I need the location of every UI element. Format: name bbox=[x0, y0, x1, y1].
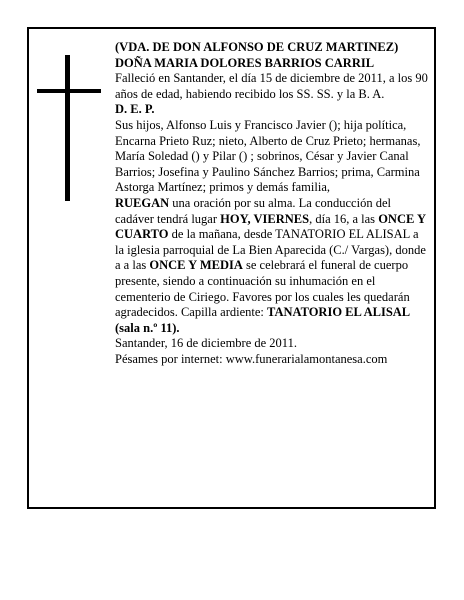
family-list: Sus hijos, Alfonso Luis y Francisco Javier (); hija política, Encarna Prieto Ruz; nieto, Alberto de Cruz Prieto; hermanas, María Soledad () y Pilar () ; sobrinos, César y Javier Canal Barrios; Josefina y Paulino Sánchez Barrios; prima, Carmina Astorga Martínez; primos y demás familia, bbox=[115, 117, 421, 195]
service-details bbox=[115, 196, 429, 336]
deceased-name: DOÑA MARIA DOLORES BARRIOS CARRIL bbox=[115, 55, 375, 70]
obituary-notice bbox=[27, 27, 436, 509]
notice-text bbox=[115, 40, 429, 367]
condolences-line: Pésames por internet: www.funerarialamontanesa.com bbox=[115, 351, 388, 366]
widow-header: (VDA. DE DON ALFONSO DE CRUZ MARTINEZ) bbox=[115, 40, 399, 54]
funeral-time: ONCE Y MEDIA bbox=[149, 258, 243, 273]
rip-line: D. E. P. bbox=[115, 102, 155, 117]
departure-time: ONCE Y CUARTO bbox=[115, 211, 426, 242]
cross-vertical-bar bbox=[65, 55, 70, 201]
date-line: Santander, 16 de diciembre de 2011. bbox=[115, 336, 297, 351]
funeral-text: se celebrará el funeral de cuerpo presente, siendo a continuación su inhumación en el cementerio de Ciriego. Favores por los cuales les quedarán agradecidos. Capilla ardiente: bbox=[115, 258, 410, 320]
prayer-text: una oración por su alma. La conducción del cadáver tendrá lugar bbox=[115, 195, 391, 226]
prayer-request: RUEGAN bbox=[115, 195, 170, 210]
cross-horizontal-bar bbox=[37, 89, 101, 93]
cross-icon bbox=[37, 55, 101, 201]
departure-text: de la mañana, desde TANATORIO EL ALISAL a la iglesia parroquial de La Bien Aparecida (C./ Vargas), donde a a las bbox=[115, 227, 426, 273]
service-day-text: , día 16, a las bbox=[309, 211, 379, 226]
service-day: HOY, VIERNES bbox=[220, 211, 310, 226]
chapel-location: TANATORIO EL ALISAL (sala n.º 11). bbox=[115, 305, 410, 335]
death-info: Falleció en Santander, el día 15 de diciembre de 2011, a los 90 años de edad, habiendo recibido los SS. SS. y la B. A. bbox=[115, 71, 428, 101]
